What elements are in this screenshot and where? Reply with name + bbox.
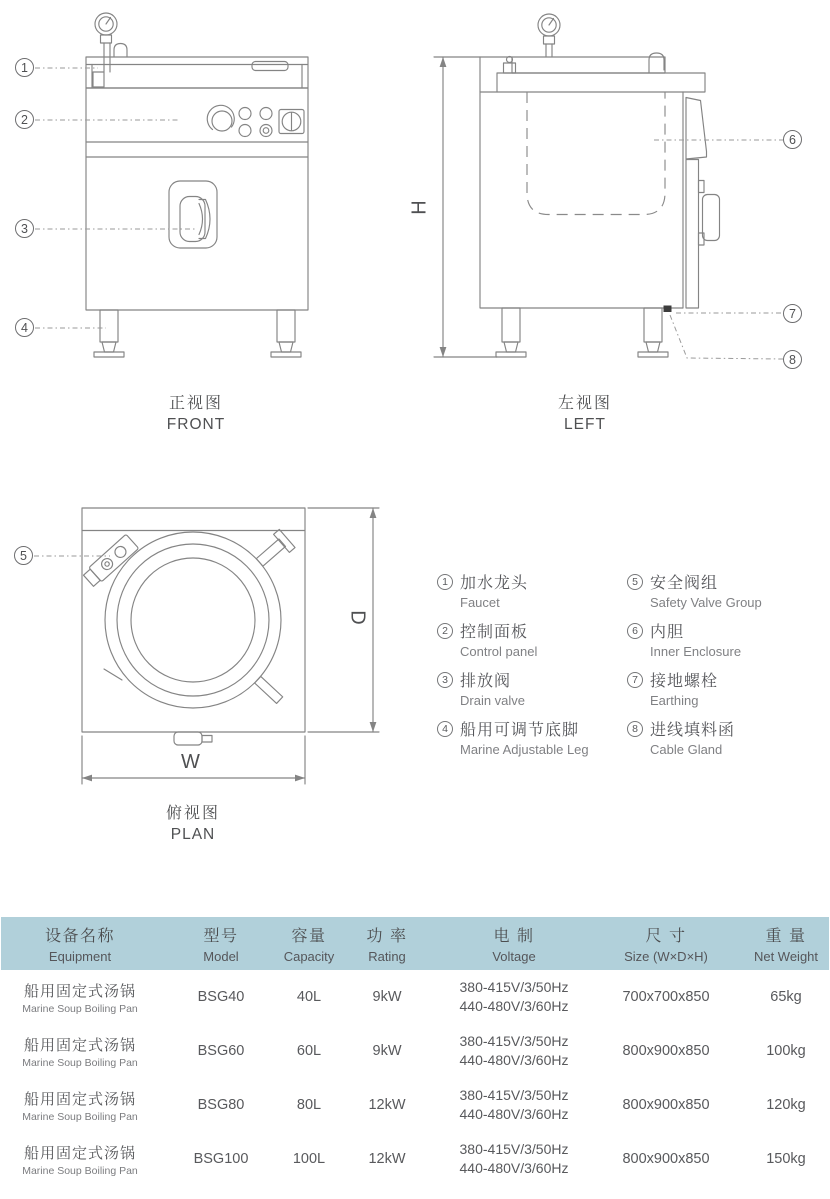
legend-item-control-panel	[437, 619, 623, 659]
legend-en-1: Faucet	[460, 595, 500, 610]
table-row-bsg100	[1, 1132, 829, 1186]
cell-equipment	[1, 1078, 159, 1132]
callout-8-cable-gland: 8	[783, 350, 802, 369]
cell-capacity: 80L	[296, 1097, 322, 1113]
legend-en-4: Marine Adjustable Leg	[460, 742, 589, 757]
legend-zh-8: 进线填料函	[650, 722, 736, 739]
cell-capacity: 40L	[296, 989, 322, 1005]
plan-view-title	[128, 800, 258, 844]
col-header-model-zh: 型号	[203, 928, 239, 945]
cell-voltage	[439, 1078, 589, 1132]
legend-zh-6: 内胆	[650, 624, 685, 641]
col-header-weight-en: Net Weight	[753, 949, 819, 964]
cell-size: 700x700x850	[622, 989, 710, 1005]
col-header-voltage-zh: 电 制	[493, 928, 535, 945]
legend-item-inner-enclosure	[627, 619, 827, 659]
callout-6-inner-enclosure: 6	[783, 130, 802, 149]
table-row-bsg40	[1, 970, 829, 1024]
voltage-line-1: 380-415V/3/50Hz	[459, 979, 569, 995]
voltage-line-1: 380-415V/3/50Hz	[459, 1033, 569, 1049]
col-header-capacity-en: Capacity	[283, 949, 335, 964]
legend-zh-2: 控制面板	[460, 624, 529, 641]
cell-model: BSG40	[197, 989, 245, 1005]
cell-model: BSG60	[197, 1043, 245, 1059]
left-view-title	[520, 390, 650, 434]
plan-view-title-zh: 俯视图	[165, 805, 220, 822]
legend-num-2: 2	[437, 623, 453, 639]
cell-weight: 100kg	[766, 1043, 806, 1059]
col-header-equipment	[1, 917, 159, 970]
equipment-en: Marine Soup Boiling Pan	[22, 1002, 138, 1015]
voltage-line-1: 380-415V/3/50Hz	[459, 1141, 569, 1157]
voltage-line-2: 440-480V/3/60Hz	[459, 1160, 569, 1176]
legend-item-drain-valve	[437, 668, 623, 708]
cell-size: 800x900x850	[622, 1151, 710, 1167]
legend-item-faucet	[437, 570, 623, 610]
legend-zh-5: 安全阀组	[650, 575, 719, 592]
col-header-equipment-zh: 设备名称	[44, 928, 115, 945]
cell-rating: 12kW	[368, 1097, 406, 1113]
callout-5-safety-valve: 5	[14, 546, 33, 565]
cell-weight: 120kg	[766, 1097, 806, 1113]
legend-zh-3: 排放阀	[460, 673, 512, 690]
col-header-model-en: Model	[203, 949, 239, 964]
spec-table	[1, 917, 829, 1186]
col-header-size	[589, 917, 743, 970]
legend-zh-7: 接地螺栓	[650, 673, 719, 690]
legend-column-1	[437, 570, 623, 766]
equipment-en: Marine Soup Boiling Pan	[22, 1164, 138, 1177]
col-header-voltage-en: Voltage	[492, 949, 536, 964]
dimension-label-height: H	[408, 200, 431, 215]
cell-voltage	[439, 1024, 589, 1078]
spec-table-header	[1, 917, 829, 970]
col-header-capacity-zh: 容量	[291, 928, 327, 945]
equipment-en: Marine Soup Boiling Pan	[22, 1056, 138, 1069]
cell-weight: 150kg	[766, 1151, 806, 1167]
cell-equipment	[1, 970, 159, 1024]
cell-rating: 9kW	[372, 1043, 402, 1059]
legend-zh-1: 加水龙头	[460, 575, 529, 592]
col-header-rating-en: Rating	[368, 949, 406, 964]
col-header-rating-zh: 功 率	[366, 928, 408, 945]
front-view-drawing	[86, 13, 308, 357]
voltage-line-1: 380-415V/3/50Hz	[459, 1087, 569, 1103]
cell-voltage	[439, 1132, 589, 1186]
legend-num-1: 1	[437, 574, 453, 590]
col-header-weight	[743, 917, 829, 970]
col-header-voltage	[439, 917, 589, 970]
legend-en-2: Control panel	[460, 644, 538, 659]
plan-view-title-en: PLAN	[170, 826, 216, 843]
cell-model: BSG80	[197, 1097, 245, 1113]
legend-zh-4: 船用可调节底脚	[460, 722, 580, 739]
front-view-title	[131, 390, 261, 434]
cell-model: BSG100	[193, 1151, 249, 1167]
legend-item-adjustable-leg	[437, 717, 623, 757]
cell-weight: 65kg	[770, 989, 802, 1005]
voltage-line-2: 440-480V/3/60Hz	[459, 1106, 569, 1122]
cell-size: 800x900x850	[622, 1043, 710, 1059]
legend-num-7: 7	[627, 672, 643, 688]
cell-rating: 12kW	[368, 1151, 406, 1167]
legend-num-4: 4	[437, 721, 453, 737]
col-header-size-zh: 尺 寸	[645, 928, 687, 945]
equipment-zh: 船用固定式汤锅	[23, 1144, 136, 1162]
plan-view-drawing	[82, 508, 379, 784]
front-view-title-en: FRONT	[166, 416, 226, 433]
equipment-en: Marine Soup Boiling Pan	[22, 1110, 138, 1123]
cell-equipment	[1, 1024, 159, 1078]
cell-voltage	[439, 970, 589, 1024]
col-header-equipment-en: Equipment	[48, 949, 112, 964]
cell-capacity: 60L	[296, 1043, 322, 1059]
voltage-line-2: 440-480V/3/60Hz	[459, 1052, 569, 1068]
legend-num-8: 8	[627, 721, 643, 737]
legend-num-5: 5	[627, 574, 643, 590]
col-header-capacity	[283, 917, 335, 970]
table-row-bsg60	[1, 1024, 829, 1078]
callout-7-earthing: 7	[783, 304, 802, 323]
cell-capacity: 100L	[292, 1151, 326, 1167]
left-view-title-en: LEFT	[564, 416, 606, 433]
legend-en-3: Drain valve	[460, 693, 526, 708]
callout-4-adjustable-leg: 4	[15, 318, 34, 337]
left-view-title-zh: 左视图	[557, 395, 612, 412]
cell-equipment	[1, 1132, 159, 1186]
callout-1-faucet: 1	[15, 58, 34, 77]
legend-en-8: Cable Gland	[650, 742, 723, 757]
front-view-title-zh: 正视图	[168, 395, 223, 412]
legend-item-earthing	[627, 668, 827, 708]
equipment-zh: 船用固定式汤锅	[23, 1090, 136, 1108]
voltage-line-2: 440-480V/3/60Hz	[459, 998, 569, 1014]
col-header-weight-zh: 重 量	[765, 928, 807, 945]
table-row-bsg80	[1, 1078, 829, 1132]
legend-item-safety-valve	[627, 570, 827, 610]
dimension-label-depth: D	[346, 610, 369, 625]
legend-num-6: 6	[627, 623, 643, 639]
col-header-rating	[335, 917, 439, 970]
left-view-drawing	[434, 14, 720, 357]
equipment-zh: 船用固定式汤锅	[23, 982, 136, 1000]
cell-size: 800x900x850	[622, 1097, 710, 1113]
legend-en-5: Safety Valve Group	[650, 595, 762, 610]
legend-column-2	[627, 570, 827, 766]
legend-en-7: Earthing	[650, 693, 699, 708]
cell-rating: 9kW	[372, 989, 402, 1005]
callout-3-drain-valve: 3	[15, 219, 34, 238]
col-header-model	[159, 917, 283, 970]
equipment-zh: 船用固定式汤锅	[23, 1036, 136, 1054]
legend-en-6: Inner Enclosure	[650, 644, 742, 659]
callout-2-control-panel: 2	[15, 110, 34, 129]
col-header-size-en: Size (W×D×H)	[624, 949, 708, 964]
dimension-label-width: W	[181, 751, 200, 773]
legend-num-3: 3	[437, 672, 453, 688]
legend-item-cable-gland	[627, 717, 827, 757]
